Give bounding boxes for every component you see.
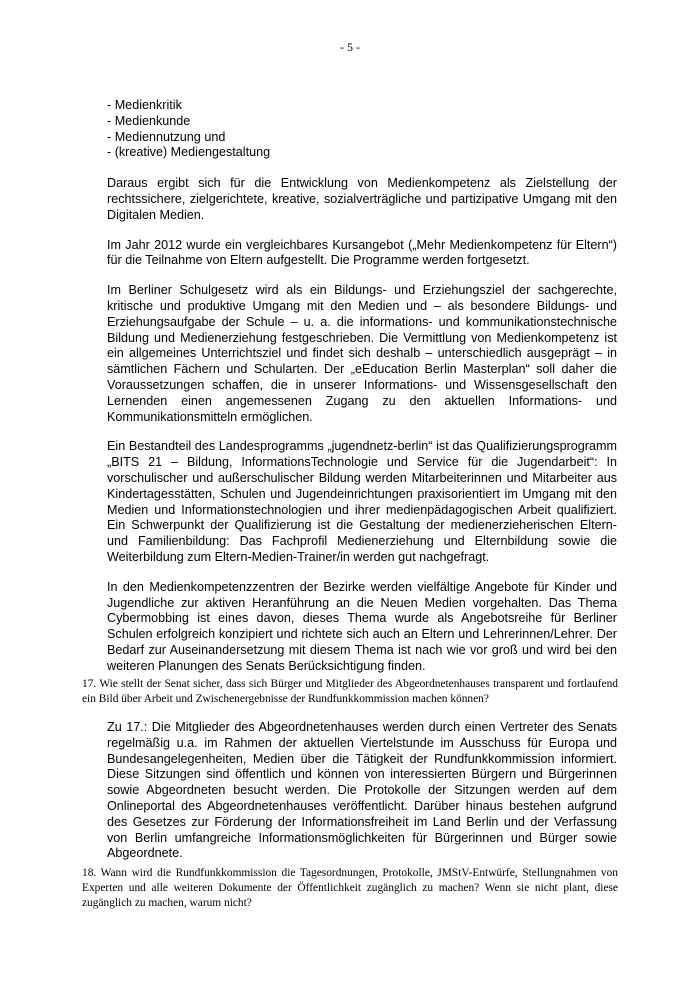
paragraph: Ein Bestandteil des Landesprogramms „jugendnetz-berlin“ ist das Qualifizierungsprogramm „BITS 21 – Bildung, InformationsTechnologie und Service für die Jugendarbeit“: In vorschulischer und außerschulischer Bildung werden Mitarbeiterinnen und Mitarbeiter aus Kindertagesstätten, Schulen und Jugendeinrichtungen praxisorientiert im Umgang mit den Medien und Informationstechnologien und ihrer medienpädagogischen Arbeit qualifiziert. Ein Schwerpunkt der Qualifizierung ist die Gestaltung der medienerzieherischen Eltern- und Familienbildung: Das Fachprofil Medienerziehung und Elternbildung sowie die Weiterbildung zum Eltern-Medien-Trainer/in werden gut nachgefragt. xyxy=(107,439,617,564)
answer-16-block xyxy=(107,98,617,689)
question-17: 17. Wie stellt der Senat sicher, dass sich Bürger und Mitglieder des Abgeordnetenhauses transparent und fortlaufend ein Bild über Arbeit und Zwischenergebnisse der Rundfunkkommission machen können? xyxy=(82,678,618,705)
question-18: 18. Wann wird die Rundfunkkommission die Tagesordnungen, Protokolle, JMStV-Entwürfe, Stellungnahmen von Experten und alle weiteren Dokumente der Öffentlichkeit zugänglich zu machen? Wenn sie nicht plant, diese zugänglich zu machen, warum nicht? xyxy=(82,867,618,909)
paragraph: Daraus ergibt sich für die Entwicklung von Medienkompetenz als Zielstellung der rechtssichere, zielgerichtete, kreative, sozialverträgliche und partizipative Umgang mit den Digitalen Medien. xyxy=(107,176,617,222)
list-item: - Medienkunde xyxy=(107,113,191,128)
list-item: - Medienkritik xyxy=(107,98,182,112)
answer-17 xyxy=(107,720,617,876)
paragraph: Zu 17.: Die Mitglieder des Abgeordnetenhauses werden durch einen Vertreter des Senats regelmäßig u.a. im Rahmen der aktuellen Viertelstunde im Ausschuss für Europa und Bundesangelegenheiten, Medien über die Tätigkeit der Rundfunkkommission informiert. Diese Sitzungen sind öffentlich und können von interessierten Bürgern und Bürgerinnen sowie Abgeordneten besucht werden. Die Protokolle der Sitzungen werden auf dem Onlineportal des Abgeordnetenhauses veröffentlicht. Darüber hinaus bestehen aufgrund des Gesetzes zur Förderung der Informationsfreiheit im Land Berlin und der Verfassung von Berlin umfangreiche Informationsmöglichkeiten für Bürgerinnen und Bürger sowie Abgeordnete. xyxy=(107,720,617,861)
paragraph: Im Berliner Schulgesetz wird als ein Bildungs- und Erziehungsziel der sachgerechte, kritische und produktive Umgang mit den Medien und – als besondere Bildungs- und Erziehungsaufgabe der Schule – u. a. die informations- und kommunikationstechnische Bildung und Medienerziehung festgeschrieben. Die Vermittlung von Medienkompetenz ist ein allgemeines Unterrichtsziel und findet sich deshalb – unterschiedlich ausgeprägt – in sämtlichen Fächern und Schularten. Der „eEducation Berlin Masterplan“ soll daher die Voraussetzungen schaffen, die in unserer Informations- und Wissensgesellschaft den Lernenden einen angemessenen Zugang zu den aktuellen Informations- und Kommunikationsmitteln ermöglichen. xyxy=(107,283,617,424)
page-number: - 5 - xyxy=(340,40,360,54)
media-competence-list xyxy=(107,98,617,161)
list-item: - Mediennutzung und xyxy=(107,129,226,144)
list-item: - (kreative) Mediengestaltung xyxy=(107,145,271,160)
paragraph: Im Jahr 2012 wurde ein vergleichbares Kursangebot („Mehr Medienkompetenz für Eltern“) für die Teilnahme von Eltern aufgestellt. Die Programme werden fortgesetzt. xyxy=(107,237,617,268)
paragraph: In den Medienkompetenzzentren der Bezirke werden vielfältige Angebote für Kinder und Jugendliche zur aktiven Heranführung an die Neuen Medien vorgehalten. Das Thema Cybermobbing ist eines davon, dieses Thema wurde als Angebotsreihe für Berliner Schulen erfolgreich konzipiert und richtete sich auch an Eltern und Lehrerinnen/Lehrer. Der Bedarf zur Auseinandersetzung mit diesem Thema ist nach wie vor groß und wird bei den weiteren Planungen des Senats Berücksichtigung finden. xyxy=(107,579,617,673)
